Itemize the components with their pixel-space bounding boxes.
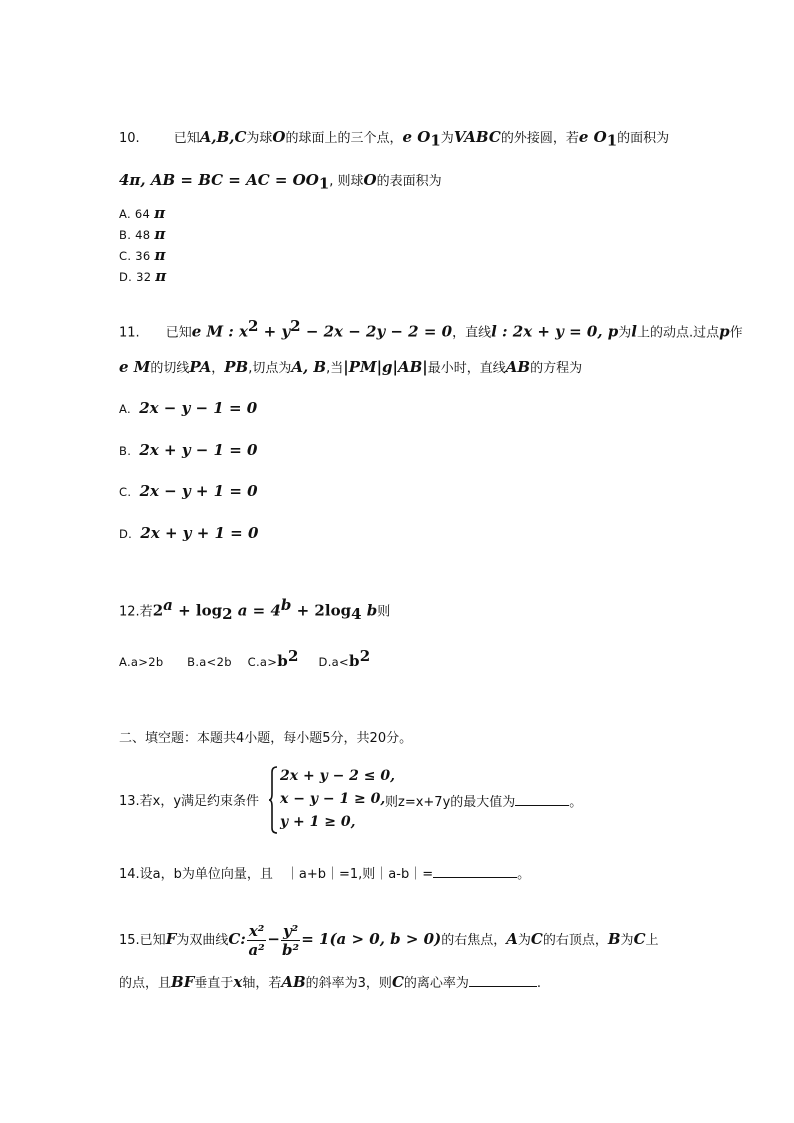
q14-line: 14.设a，b为单位向量，且 ｜a+b｜=1,则｜a-b｜= 。 — [119, 864, 530, 885]
q10-text: , 则球 — [329, 174, 364, 189]
q12-option-d: D.a< — [318, 654, 349, 669]
q12-option-a: A.a>2b — [119, 654, 164, 669]
q13-suffix: 则z=x+7y的最大值为 。 — [385, 792, 582, 813]
q11-number: 11. — [119, 325, 140, 341]
q15-fraction-y: $\frac{\text{y²}}{\text{b²}}$ — [282, 922, 300, 959]
q10-math: e O — [402, 128, 431, 146]
q10-number: 10. — [119, 131, 140, 146]
q13-constraint-system — [268, 766, 396, 836]
q15-line1: 15.已知F为双曲线C: $\frac{\text{x²}}{\text{a²}}$ − $\frac{\text{y²}}{\text{b²}}$ = 1(a > 0, b > 0)的右焦点，A为C的右顶点，B为C上 — [119, 922, 659, 959]
q10-text: 的表面积为 — [376, 174, 442, 189]
q11-line2: e M的切线PA，PB,切点为A, B,当|PM|g|AB|最小时，直线AB的方程为 — [119, 358, 583, 376]
q11-option-a: A. 2x − y − 1 = 0 — [119, 399, 258, 417]
q10-math: A,B,C — [199, 128, 247, 146]
q10-math: O — [272, 128, 286, 146]
left-brace-icon — [268, 766, 278, 834]
q10-option-d: D. 32 π — [119, 267, 167, 285]
q15-answer-blank[interactable] — [469, 973, 537, 987]
q11-option-d: D. 2x + y + 1 = 0 — [119, 524, 259, 542]
q13-answer-blank[interactable] — [515, 792, 569, 806]
q10-math: O — [363, 171, 377, 189]
q13-constraint-1: 2x + y − 2 ≤ 0, — [280, 768, 396, 784]
q10-text: 已知 — [173, 131, 200, 146]
q12-option-b: B.a<2b — [187, 654, 232, 669]
q12-option-c: C.a> — [247, 654, 278, 669]
q10-line1: 10. 已知A,B,C为球O的球面上的三个点，e $O_1$为VABC的外接圆，若e $O_1$的面积为 — [119, 128, 670, 150]
q13-constraint-3: y + 1 ≥ 0, — [280, 814, 356, 830]
q10-text: 的外接圆，若 — [500, 131, 579, 146]
q10-math: 4π, AB = BC = AC = OO — [119, 171, 319, 189]
q10-text: 为 — [440, 131, 454, 146]
q10-option-c: C. 36 π — [119, 246, 166, 264]
q10-math: e O — [578, 128, 607, 146]
q11-line1: 11. 已知e M : $x^2 + y^2 - 2x - 2y - 2 = 0$，直线l : 2x + y = 0, p为l上的动点.过点p作 — [119, 317, 743, 341]
section-title: 二、填空题：本题共4小题，每小题5分，共20分。 — [119, 731, 413, 746]
q10-text: 为球 — [246, 131, 273, 146]
q15-line2: 的点，且BF垂直于x轴，若AB的斜率为3，则C的离心率为 . — [119, 973, 542, 991]
q10-option-b: B. 48 π — [119, 225, 166, 243]
q13-constraint-2: x − y − 1 ≥ 0, — [280, 791, 386, 807]
q10-text: 的面积为 — [617, 131, 670, 146]
q15-fraction-x: $\frac{\text{x²}}{\text{a²}}$ — [248, 922, 265, 959]
q10-line2: 4π, AB = BC = AC = $OO_1$, 则球O的表面积为 — [119, 171, 442, 193]
q11-option-b: B. 2x + y − 1 = 0 — [119, 441, 258, 459]
q13-prefix: 13.若x，y满足约束条件 — [119, 794, 260, 809]
q11-option-c: C. 2x − y + 1 = 0 — [119, 482, 258, 500]
q12-options: A.a>2b B.a<2b $C.a>b^2$ $D.a<b^2$ — [119, 647, 371, 670]
q14-answer-blank[interactable] — [433, 864, 517, 878]
q12-stem: 12.若$2^a + \log_2 a = 4^b + 2\log_4$ b则 — [119, 596, 391, 623]
q10-math: VABC — [453, 128, 501, 146]
q10-option-a: A. 64 π — [119, 204, 166, 222]
q10-text: 的球面上的三个点， — [285, 131, 403, 146]
